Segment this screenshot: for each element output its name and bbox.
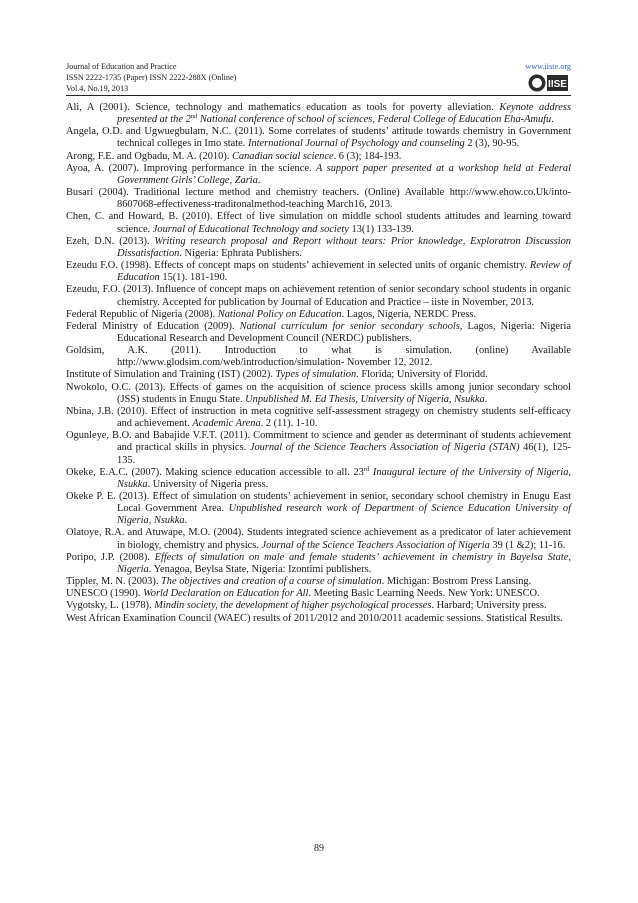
reference-text: Arong, F.E. and Ogbadu, M. A. (2010). <box>66 150 232 162</box>
reference-italic-title: Journal of the Science Teachers Association of Nigeria (STAN) <box>249 442 520 454</box>
reference-italic-title: A support paper presented at a workshop held at Federal Government Girls’ College, Zaria <box>117 162 571 186</box>
reference-entry <box>66 126 571 150</box>
reference-text: UNESCO (1990). <box>66 588 144 600</box>
journal-header <box>66 61 571 94</box>
reference-entry <box>66 430 571 466</box>
reference-entry <box>66 613 571 625</box>
reference-text: Ezeudu, F.O. (2013). Influence of concept maps on achievement retention of senior secondary school students in organic chemistry. Accepted for publication by Journal of Education and Practice – iiste in November, 2013. <box>66 284 571 308</box>
reference-italic-title: Writing research proposal and Report without tears: Prior knowledge, Exploratron Discussion Dissatisfaction <box>117 235 571 259</box>
reference-entry <box>66 321 571 345</box>
reference-italic-title: Keynote address presented at the 2 <box>117 102 572 126</box>
reference-entry <box>66 151 571 163</box>
reference-italic-title: Effects of simulation on male and female students’ achievement in chemistry in Bayelsa State, Nigeria <box>117 551 571 575</box>
reference-entry <box>66 309 571 321</box>
header-divider <box>66 95 571 96</box>
reference-text: . University of Nigeria press. <box>147 478 269 490</box>
reference-text: National conference of school of sciences, Federal College of Education Eha-Amufu <box>197 114 552 126</box>
reference-italic-title: Types of simulation <box>275 369 357 381</box>
reference-entry <box>66 382 571 406</box>
reference-text: Federal Republic of Nigeria (2008). <box>66 308 218 320</box>
reference-text: . Michigan: Bostrom Press Lansing. <box>381 576 532 588</box>
journal-url-link[interactable]: www.iiste.org <box>525 62 571 71</box>
reference-superscript: rd <box>363 465 370 473</box>
reference-text: Nwokolo, O.C. (2013). Effects of games on the acquisition of science process skills among junior secondary school (JSS) students in Enugu State. <box>66 381 571 405</box>
journal-issn: ISSN 2222-1735 (Paper) ISSN 2222-288X (Online) <box>66 73 237 82</box>
reference-italic-title: Canadian social science <box>231 150 334 162</box>
reference-text: Okeke P. E. (2013). Effect of simulation on students’ achievement in senior, secondary school chemistry in Enugu East Local Government Area. <box>66 491 571 515</box>
reference-entry <box>66 284 571 308</box>
reference-italic-title: Review of Education <box>117 260 571 284</box>
reference-text: Busari (2004). Traditional lecture method and chemistry teachers. (Online) Available http://www.ehow.co.Uk/into-8607068-effectiveness-traditonalmethod-teaching March16, 2013. <box>66 187 571 211</box>
reference-list <box>66 102 571 625</box>
reference-text: . 2 (11). 1-10. <box>260 418 318 430</box>
reference-entry <box>66 187 571 211</box>
reference-italic-title: Inaugural lecture of the University of Nigeria, Nsukka <box>117 466 571 490</box>
reference-entry <box>66 527 571 551</box>
reference-text: . <box>257 174 261 186</box>
reference-text: . Harbard; University press. <box>431 600 547 612</box>
reference-text: Vygotsky, L. (1978). <box>66 600 155 612</box>
reference-text: Tippler, M. N. (2003). <box>66 576 162 588</box>
reference-italic-title: National Policy on Education <box>217 308 342 320</box>
reference-text: . <box>184 515 188 527</box>
reference-text: Federal Ministry of Education (2009). <box>66 320 240 332</box>
journal-volume: Vol.4, No.19, 2013 <box>66 84 129 93</box>
reference-entry <box>66 163 571 187</box>
reference-entry <box>66 588 571 600</box>
reference-entry <box>66 369 571 381</box>
reference-italic-title: Unpublished M. Ed Thesis, University of Nigeria, Nsukka <box>245 393 485 405</box>
reference-entry <box>66 236 571 260</box>
reference-text: Angela, O.D. and Ugwuegbulam, N.C. (2011). Some correlates of students’ attitude towards chemistry in Government technical colleges in Imo state. <box>66 126 571 150</box>
reference-entry <box>66 576 571 588</box>
reference-text: Ogunleye, B.O. and Babajide V.F.T. (2011). Commitment to science and gender as determinant of students achievement and practical skills in physics. <box>66 430 571 454</box>
reference-text: Goldsim, A.K. (2011). Introduction to what is simulation. (online) Available http://www.glodsim.com/web/introduction/simulation- November 12, 2012. <box>66 345 571 369</box>
reference-text: 13(1) 133-139. <box>348 223 414 235</box>
reference-text: . Yenagoa, Beylsa State, Nigeria: Izontimi publishers. <box>148 563 372 575</box>
reference-italic-title: Mindin society, the development of higher psychological processes <box>154 600 432 612</box>
reference-text: . <box>551 114 554 126</box>
reference-entry <box>66 102 571 126</box>
reference-text: . <box>484 393 488 405</box>
reference-text: 2 (3), 90-95. <box>464 138 520 150</box>
reference-entry <box>66 345 571 369</box>
reference-entry <box>66 211 571 235</box>
reference-text: . 6 (3); 184-193. <box>333 150 402 162</box>
reference-text: Poripo, J.P. (2008). <box>66 551 155 563</box>
reference-italic-title: World Declaration on Education for All <box>143 588 309 600</box>
reference-text: Ezeh, D.N. (2013). <box>66 235 155 247</box>
iiste-logo <box>528 73 568 93</box>
reference-text: Nbina, J.B. (2010). Effect of instruction in meta cognitive self-assessment stragegy on chemistry students self-efficacy and achievement. <box>66 405 571 430</box>
reference-italic-title: Academic Arena <box>192 418 261 430</box>
reference-text: West African Examination Council (WAEC) results of 2011/2012 and 2010/2011 academic sessions. Statistical Results. <box>66 612 563 624</box>
reference-text: Ali, A (2001). Science, technology and mathematics education as tools for poverty alleviation. <box>66 102 500 113</box>
reference-italic-title: The objectives and creation of a course of simulation <box>161 576 382 588</box>
reference-entry <box>66 467 571 491</box>
reference-superscript: nd <box>190 113 198 121</box>
journal-title: Journal of Education and Practice <box>66 62 177 71</box>
reference-italic-title: International Journal of Psychology and counseling <box>248 138 465 150</box>
reference-text: Okeke, E.A.C. (2007). Making science education accessible to all. 23 <box>66 466 364 478</box>
reference-text: Ayoa, A. (2007). Improving performance in the science. <box>66 162 317 174</box>
reference-entry <box>66 600 571 612</box>
reference-text: . Nigeria: Ephrata Publishers. <box>179 247 302 259</box>
reference-italic-title: Journal of Educational Technology and society <box>152 223 349 235</box>
reference-text: Olatoye, R.A. and Atuwape, M.O. (2004). Students integrated science achievement as a predicator of later achievement in biology, chemistry and physics. <box>66 527 571 551</box>
reference-italic-title: National curriculum for senior secondary schools <box>239 320 460 332</box>
logo-text: IISE <box>548 79 567 90</box>
reference-entry <box>66 260 571 284</box>
reference-text: Institute of Simulation and Training (IST) (2002). <box>66 369 276 381</box>
reference-italic-title: Unpublished research work of Department of Science Education University of Nigeria, Nsukka <box>117 503 571 527</box>
reference-text: . Meeting Basic Learning Needs. New York: UNESCO. <box>308 588 540 600</box>
reference-text: 39 (1 &2); 11-16. <box>489 539 566 551</box>
reference-text: Chen, C. and Howard, B. (2010). Effect of live simulation on middle school students attitudes and learning toward science. <box>66 211 571 235</box>
reference-text: , Lagos, Nigeria: Nigeria Educational Research and Development Council (NERDC) publishers. <box>117 320 571 344</box>
reference-text: 46(1), 125-135. <box>117 442 571 466</box>
reference-entry <box>66 491 571 527</box>
reference-text: . Florida; University of Floridd. <box>356 369 488 381</box>
reference-text: 15(1). 181-190. <box>159 272 228 284</box>
page-number: 89 <box>314 843 324 854</box>
reference-text: . Lagos, Nigeria, NERDC Press. <box>341 308 477 320</box>
reference-text: Ezeudu F.O. (1998). Effects of concept maps on students’ achievement in selected units of organic chemistry. <box>66 260 530 272</box>
reference-entry <box>66 552 571 576</box>
reference-entry <box>66 406 571 430</box>
reference-italic-title: Journal of the Science Teachers Association of Nigeria <box>261 539 490 551</box>
